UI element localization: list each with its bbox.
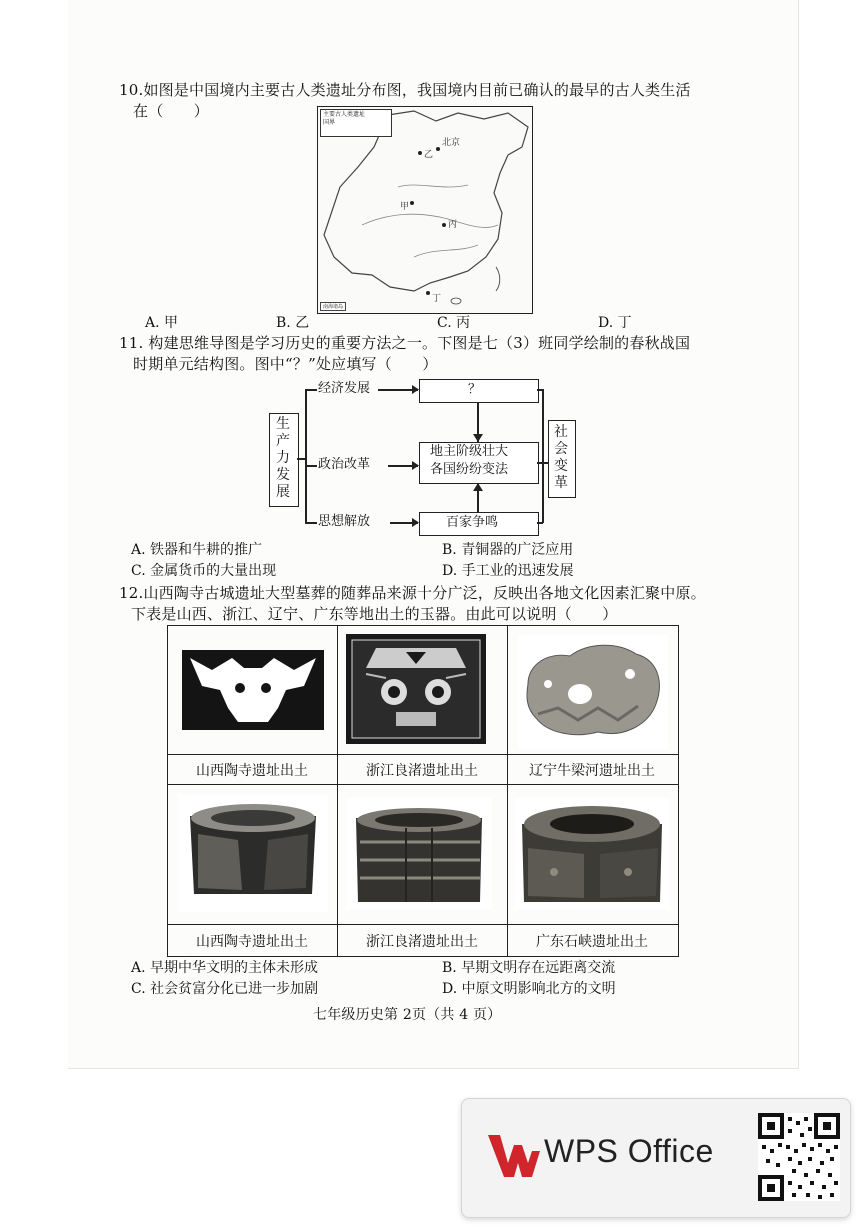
q12-option-a: A. 早期中华文明的主体未形成 [131, 960, 319, 976]
caption-liaoning-niuliang: 辽宁牛梁河遗址出土 [529, 763, 655, 779]
q11-option-b: B. 青铜器的广泛应用 [442, 542, 574, 558]
productivity-char-4: 发 [276, 467, 290, 483]
legend-sub: 国界 [323, 119, 336, 126]
jade-image-taosi-1 [182, 650, 324, 730]
map-south-sea-note: 南海诸岛 [320, 302, 346, 311]
q12-stem-line1: 12.山西陶寺古城遗址大型墓葬的随葬品来源十分广泛，反映出各地文化因素汇聚中原。 [119, 584, 706, 602]
q10-option-c: C. 丙 [437, 315, 471, 331]
q10-option-a: A. 甲 [145, 315, 179, 331]
q10-stem-line1: 10.如图是中国境内主要古人类遗址分布图，我国境内目前已确认的最早的古人类生活 [119, 81, 691, 99]
table-divider-h2 [168, 784, 678, 785]
q10-stem-line2: 在（ ） [133, 102, 210, 120]
q11-option-d: D. 手工业的迅速发展 [442, 563, 574, 579]
jade-image-shixia [514, 798, 670, 910]
table-divider-v1 [337, 626, 338, 956]
q11-option-c: C. 金属货币的大量出现 [131, 563, 277, 579]
q11-option-a: A. 铁器和牛耕的推广 [131, 542, 263, 558]
q10-option-d: D. 丁 [598, 315, 632, 331]
caption-zhejiang-liangzhu-1: 浙江良渚遗址出土 [366, 763, 478, 779]
connector-top-start [305, 389, 317, 391]
table-divider-h3 [168, 924, 678, 925]
caption-shanxi-taosi-1: 山西陶寺遗址出土 [196, 763, 308, 779]
q12-option-d: D. 中原文明影响北方的文明 [442, 981, 616, 997]
branch-economy: 经济发展 [318, 381, 371, 396]
hundred-schools-text: 百家争鸣 [446, 515, 499, 530]
legend-title: 主要古人类遗址 [323, 111, 366, 118]
page-footer: 七年级历史第 2页（共 4 页） [313, 1007, 502, 1023]
caption-zhejiang-liangzhu-2: 浙江良渚遗址出土 [366, 934, 478, 950]
social-char-3: 变 [554, 458, 568, 474]
map-label-yi: 乙 [424, 150, 434, 160]
connector-right-mid [537, 462, 548, 464]
jade-image-liangzhu-2 [346, 798, 492, 910]
caption-shanxi-taosi-2: 山西陶寺遗址出土 [196, 934, 308, 950]
productivity-char-1: 生 [276, 416, 290, 432]
connector-bottom-start [305, 522, 317, 524]
ancient-sites-map [317, 106, 533, 314]
map-label-jia: 甲 [400, 202, 410, 212]
q11-stem-line1: 11. 构建思维导图是学习历史的重要方法之一。下图是七（3）班同学绘制的春秋战国 [119, 334, 691, 352]
map-label-bing: 丙 [448, 220, 458, 230]
branch-thought: 思想解放 [318, 514, 371, 529]
caption-guangdong-shixia: 广东石峡遗址出土 [536, 934, 648, 950]
productivity-char-2: 产 [276, 433, 290, 449]
unknown-mark: ？ [468, 382, 482, 397]
jade-image-liangzhu-1 [346, 634, 486, 744]
landlord-text: 地主阶级壮大 [430, 444, 509, 459]
q10-option-b: B. 乙 [276, 315, 310, 331]
table-divider-h1 [168, 754, 678, 755]
productivity-char-5: 展 [276, 484, 290, 500]
connector-right-vertical [542, 389, 544, 523]
connector-left-vertical [305, 389, 307, 523]
wps-brand-text: WPS Office [544, 1133, 714, 1169]
wps-logo-icon [486, 1131, 540, 1181]
connector-left [297, 458, 305, 460]
jade-artifacts-table [167, 625, 679, 957]
arrowheads-vertical [472, 434, 484, 492]
social-char-1: 社 [554, 424, 568, 440]
map-outline [318, 107, 532, 313]
jade-image-taosi-2 [178, 794, 328, 912]
qr-code-icon [758, 1113, 840, 1201]
jade-image-niuliang-1 [518, 634, 668, 750]
social-char-2: 会 [554, 441, 568, 457]
q12-option-c: C. 社会贫富分化已进一步加剧 [131, 981, 319, 997]
q12-stem-line2: 下表是山西、浙江、辽宁、广东等地出土的玉器。由此可以说明（ ） [131, 605, 618, 623]
table-divider-v2 [507, 626, 508, 956]
social-char-4: 革 [554, 475, 568, 491]
map-legend [320, 109, 392, 137]
map-label-ding: 丁 [432, 294, 442, 304]
q12-option-b: B. 早期文明存在远距离交流 [442, 960, 616, 976]
map-label-beijing: 北京 [442, 138, 461, 148]
branch-politics: 政治改革 [318, 457, 371, 472]
connector-mid-start [305, 465, 317, 467]
productivity-char-3: 力 [276, 450, 290, 466]
wps-watermark [461, 1098, 851, 1218]
q11-stem-line2: 时期单元结构图。图中“？”处应填写（ ） [133, 355, 438, 373]
reform-text: 各国纷纷变法 [430, 462, 509, 477]
